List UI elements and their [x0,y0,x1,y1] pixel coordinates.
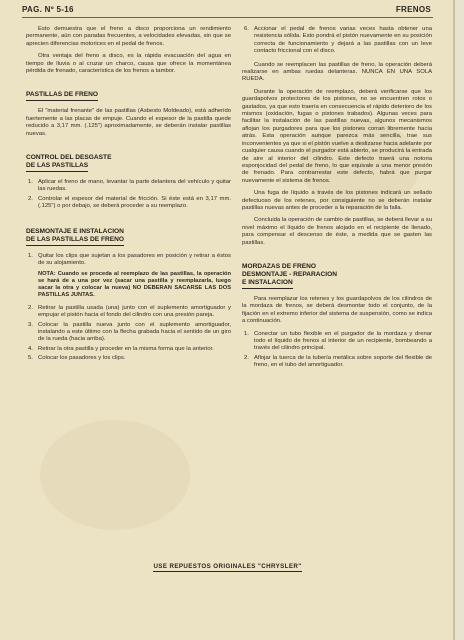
list-item: 1. Conectar un tubo flexible en el purgador de la mordaza y drenar todo el líquido de frenos al interior de un recipiente, bombeando a través del cilindro principal. [244,330,432,352]
page-number: PAG. Nº 5-16 [22,5,74,14]
intro-paragraph: Esto demuestra que el freno a disco proporciona un rendimiento permanente, aún con paradas frecuentes, a velocidades elevadas, sin que se aprecien diferencias motorices en el pedal de frenos. [26,26,231,47]
list-item: 2. Aflojar la tuerca de la tubería metálica sobre soporte del flexible de freno, en el tubo del amortiguador. [244,354,432,369]
paper-stain [40,420,190,530]
paragraph: Cuando se reemplacen las pastillas de freno, la operación deberá realizarse en ambas ruedas delanteras. NUNCA EN UNA SOLA RUEDA. [242,61,432,83]
intro-paragraph: Otra ventaja del freno a disco, es la rápida evacuación del agua en tiempo de lluvia o al cruzar un charco, causa que ofrece la momentánea pérdida de frenado, característica de los frenos a tambor. [26,53,231,75]
numbered-list [26,253,231,363]
paragraph: Concluida la operación de cambio de pastillas, se deberá llevar a su nivel máximo el líquido de frenos alojado en el recipiente de llenado, para compensar el descenso de éste, a medida que se gasten las pastillas. [242,217,432,246]
paragraph: Para reemplazar los retenes y los guardapolvos de los cilindros de la mordaza de frenos, se deberá desmontar todo el conjunto, de la fijación en el extremo inferior del sistema de suspensión, como se indica a continuación. [242,295,432,325]
section-heading: CONTROL DEL DESGASTE DE LAS PASTILLAS [26,154,231,172]
numbered-list [26,179,231,211]
header-rule [22,17,433,18]
list-item: 3. Colocar la pastilla nueva junto con el suplemento amortiguador, instalando a este último con la flecha grabada hacia el sentido de un giro de la rueda (hacia arriba). [28,321,231,343]
paragraph: Una fuga de líquido a través de los pistones indicará un sellado defectuoso de los retenes, por consiguiente no se deberán instalar pastillas nuevas antes de proceder a la reparación de la falla. [242,190,432,211]
numbered-list [242,331,432,370]
numbered-list [242,26,432,56]
note-block: NOTA: Cuando se proceda al reemplazo de las pastillas, la operación se hará de a una por vez (sacar una pastilla y reemplazarla, luego sacar la otra y colocar la nueva) NO DEBERAN SACARSE LAS DOS PASTILLAS JUNTAS. [38,270,231,299]
paragraph: El "material frenante" de las pastillas (Asbesto Moldeado), está adherido fuertemente a las placas de empuje. Cuando el espesor de la pastilla quede reducido a 3,17 mm. (.125") aproximadamente, se deberán instalar pastillas nuevas. [26,108,231,137]
section-heading: DESMONTAJE E INSTALACION DE LAS PASTILLAS DE FRENO [26,228,231,246]
page-edge [455,0,464,640]
list-item: 4. Retirar la otra pastilla y proceder en la misma forma que la anterior. [28,345,214,352]
left-column [26,26,231,369]
list-item: 2. Controlar el espesor del material de fricción. Si éste está en 3,17 mm. (.125") o por debajo, se deberá proceder a su reemplazo. [28,195,231,210]
right-column [242,26,432,376]
list-item: 5. Colocar los pasadores y los clips. [28,355,126,362]
list-item: 6. Accionar el pedal de frenos varias veces hasta obtener una resistencia sólida. Esto pondrá el pistón nuevamente en su posición correcta de funcionamiento y dejará a las pastillas con un leve contacto friccional con el disco. [244,26,432,55]
list-item: 1. Quitar los clips que sujetan a los pasadores en posición y retirar a éstos de su alojamiento. [28,252,231,267]
list-item: 1. Aplicar el freno de mano, levantar la parte delantera del vehículo y quitar las ruedas. [28,179,231,193]
list-item: 2. Retirar la pastilla usada (una) junto con el suplemento amortiguador y empujar el pistón hacia el fondo del cilindro con una presión pareja. [28,304,231,319]
page-footer: USE REPUESTOS ORIGINALES "CHRYSLER" [153,563,302,570]
paragraph: Durante la operación de reemplazo, deberá verificarse que los guardapolvos protectores de los pistones, no se encuentren rotos o gastados, ya que esto traería en consecuencia el rápido deterioro de los mismos (oxidación, fugas o pistones trabados). Algunas veces para facilitar la instalación de las pastillas nuevas, algunos mecanismos aflojan los purgadores para que los pistones corran libremente hacia atrás. Esta operación aunque parezca más sencilla, trae sus inconvenientes ya que si el pistón vuelve a deslizarse hacia adelante por cualquier causa cuando el purgador está abierto, se producirá la entrada de aire al interior del cilindro. Este defecto traerá una notoria esponjocidad del pedal de freno, lo que equivale a una menor presión de frenado. Para contrarrestar este defecto, habrá que purgar nuevamente el sistema de frenos. [242,88,432,184]
section-title: FRENOS [395,5,431,14]
section-heading: PASTILLAS DE FRENO [26,91,231,101]
section-heading: MORDAZAS DE FRENO DESMONTAJE - REPARACION E INSTALACION [242,263,432,289]
